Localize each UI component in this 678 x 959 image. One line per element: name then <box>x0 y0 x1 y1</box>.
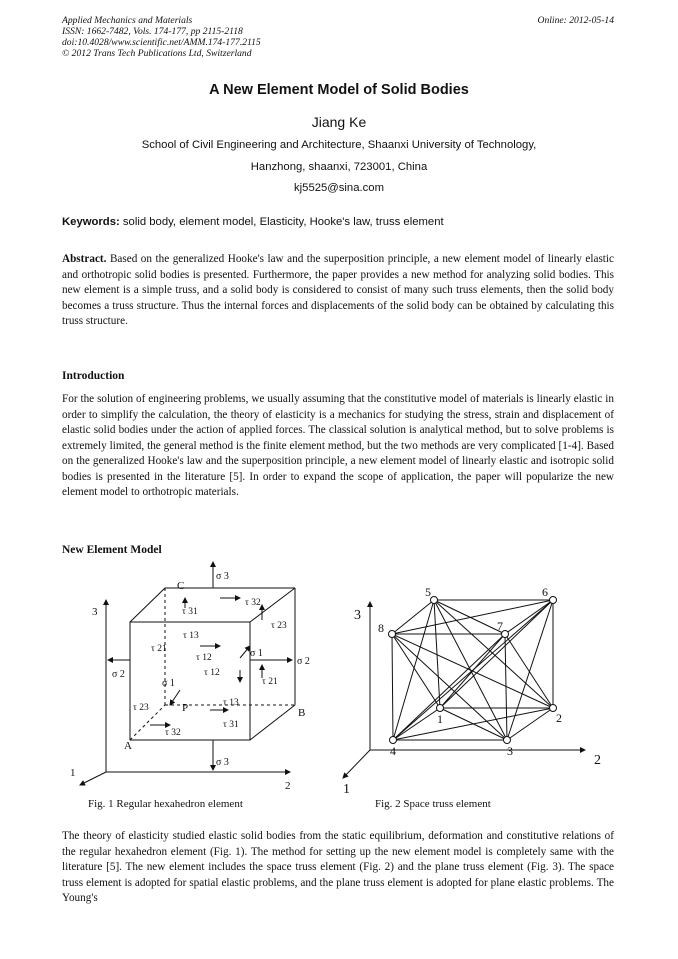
doi-line: doi:10.4028/www.scientific.net/AMM.174-177.2115 <box>62 37 261 48</box>
fig1-sigma-3-top: σ 3 <box>216 571 229 582</box>
fig1-sigma-2-left: σ 2 <box>112 669 125 680</box>
model-heading: New Element Model <box>62 544 162 556</box>
fig1-tau-32-top: τ 32 <box>245 598 261 608</box>
fig1-sigma-2-right: σ 2 <box>297 656 310 667</box>
fig1-axis-label-1: 1 <box>70 767 76 779</box>
journal-name: Applied Mechanics and Materials <box>62 15 193 26</box>
fig1-tau-31-top: τ 31 <box>182 607 198 617</box>
keywords-label: Keywords: <box>62 216 120 228</box>
abstract-label: Abstract. <box>62 253 107 265</box>
fig1-tau-13-bottom: τ 13 <box>223 698 239 708</box>
body-text: The theory of elasticity studied elastic solid bodies from the static equilibrium, deformation and constitutive relations of the regular hexahedron element (Fig. 1). The method for setting up the new element model is completely same with the literature [5]. The new element includes the space truss element (Fig. 2) and the plane truss element (Fig. 3). The space truss element is adopted for spatial elastic problems, and the plane truss element is adopted for plane elastic problems. The Young's <box>62 830 614 904</box>
keywords-text: solid body, element model, Elasticity, Hooke's law, truss element <box>122 216 444 228</box>
fig1-tau-12-a: τ 12 <box>196 653 212 663</box>
fig1-point-a: A <box>124 740 132 752</box>
fig1-sigma-3-bottom: σ 3 <box>216 757 229 768</box>
fig1-tau-21-right: τ 21 <box>262 677 278 687</box>
fig1-point-p: P <box>182 702 189 714</box>
running-header <box>62 15 261 59</box>
issn-line: ISSN: 1662-7482, Vols. 174-177, pp 2115-2118 <box>62 26 243 37</box>
fig2-axis-label-3: 3 <box>354 608 361 623</box>
abstract <box>62 252 614 330</box>
fig1-tau-23-left: τ 23 <box>133 703 149 713</box>
fig1-point-b: B <box>298 707 306 719</box>
fig2-node-3: 3 <box>507 744 513 758</box>
fig2-caption: Fig. 2 Space truss element <box>375 798 491 810</box>
fig1-tau-31-bottom: τ 31 <box>223 720 239 730</box>
fig2-axis-label-2: 2 <box>594 753 601 768</box>
author-email[interactable]: kj5525@sina.com <box>294 182 384 194</box>
intro-heading: Introduction <box>62 370 125 382</box>
paper-title: A New Element Model of Solid Bodies <box>209 82 469 98</box>
fig1-sigma-1-left: σ 1 <box>162 678 175 689</box>
fig1-tau-32-bottom: τ 32 <box>165 728 181 738</box>
affiliation-line-2: Hanzhong, shaanxi, 723001, China <box>250 161 428 173</box>
fig2-node-8: 8 <box>378 621 384 635</box>
fig2-node-6: 6 <box>542 585 548 599</box>
fig2-node-4: 4 <box>390 744 396 758</box>
fig1-tau-23-right: τ 23 <box>271 621 287 631</box>
fig1-axis-label-3: 3 <box>92 606 98 618</box>
abstract-text: Based on the generalized Hooke's law and the superposition principle, a new element model of linearly elastic and orthotropic solid bodies is presented. Furthermore, the paper provides a new method for analyzing solid bodies. This new element is a simple truss, and a solid body is considered to consist of many such truss elements, then the solid body becomes a truss structure. Thus the internal forces and displacements of the solid body can be obtained by calculating this truss structure. <box>62 253 614 327</box>
copyright-line: © 2012 Trans Tech Publications Ltd, Switzerland <box>62 48 252 59</box>
fig1-caption: Fig. 1 Regular hexahedron element <box>88 798 243 810</box>
fig2-node-5: 5 <box>425 585 431 599</box>
fig2-axis-label-1: 1 <box>343 782 350 797</box>
affiliation-line-1: School of Civil Engineering and Architecture, Shaanxi University of Technology, <box>141 139 537 151</box>
fig1-tau-13-top: τ 13 <box>183 631 199 641</box>
fig1-point-c: C <box>177 580 185 592</box>
author-name: Jiang Ke <box>311 114 367 130</box>
fig1-sigma-1-right: σ 1 <box>250 648 263 659</box>
intro-text: For the solution of engineering problems, we usually assuming that the constitutive model of materials is linearly elastic in order to simplify the calculation, the theory of elasticity is a mechanics for studying the stress, strain and displacement of elastic solid bodies under the action of applied forces. The classical solution is analytical method, but to solve problems is extremely limited, the general method is the finite element method, but the two methods are very complicated [1-4]. Based on the generalized Hooke's law and the superposition principle, a new element model of linearly elastic and isotropic solid bodies is presented in the literature [5]. In order to expand the scope of application, the paper will popularize the new element model to orthotropic materials. <box>62 393 614 498</box>
fig2-node-2: 2 <box>556 711 562 725</box>
fig1-tau-12-b: τ 12 <box>204 668 220 678</box>
online-date: Online: 2012-05-14 <box>537 15 614 26</box>
fig1-tau-21-left: τ 21 <box>151 644 167 654</box>
figures <box>0 560 678 800</box>
fig1-axis-label-2: 2 <box>285 780 291 792</box>
fig2-node-1: 1 <box>437 712 443 726</box>
fig2-node-7: 7 <box>497 619 503 633</box>
keywords <box>62 216 444 228</box>
